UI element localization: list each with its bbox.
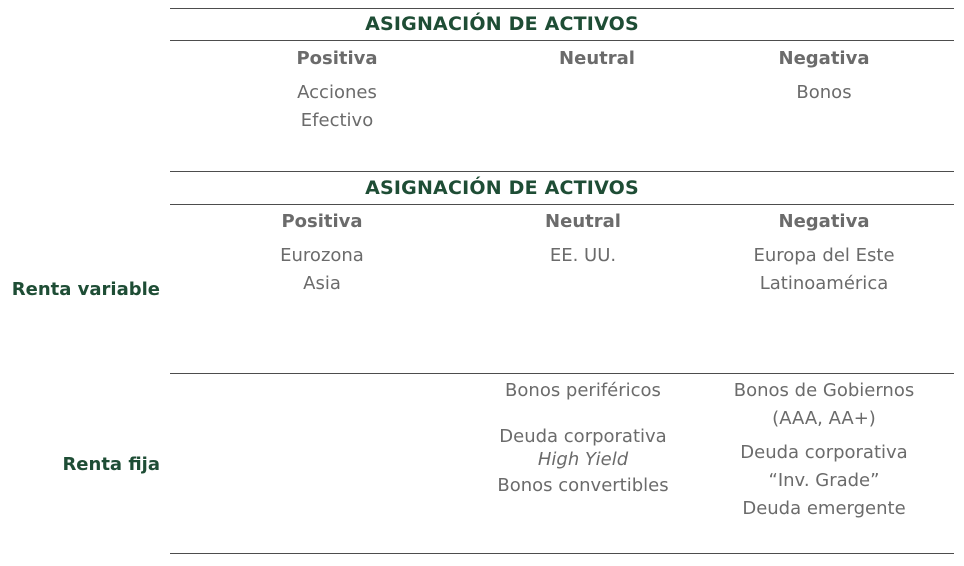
list-item: Eurozona <box>280 245 364 266</box>
section2-header-neutral: Neutral <box>545 211 621 232</box>
section2-header-negative: Negativa <box>778 211 870 232</box>
section2-top-divider <box>170 171 954 172</box>
list-item-sub: “Inv. Grade” <box>768 470 880 491</box>
section1-header-negative: Negativa <box>778 48 870 69</box>
equity-positive-list <box>192 242 452 298</box>
list-item: Bonos <box>796 82 852 103</box>
list-item: Europa del Este <box>753 245 895 266</box>
row-label-fixed-income: Renta fija <box>62 454 160 475</box>
list-item: Efectivo <box>300 110 374 131</box>
list-item-italic: High Yield <box>537 449 629 470</box>
section1-title-divider <box>170 40 954 41</box>
section1-negative-list <box>694 79 954 107</box>
fixed-income-divider <box>170 373 954 374</box>
list-item: EE. UU. <box>549 245 617 266</box>
equity-negative-list <box>694 242 954 298</box>
row-label-equity: Renta variable <box>11 279 160 300</box>
section1-title: ASIGNACIÓN DE ACTIVOS <box>365 13 639 35</box>
section1-positive-list <box>207 79 467 135</box>
section2-header-positive: Positiva <box>281 211 363 232</box>
list-item-sub: (AAA, AA+) <box>772 408 876 429</box>
section1-header-positive: Positiva <box>296 48 378 69</box>
top-divider <box>170 8 954 9</box>
section2-title: ASIGNACIÓN DE ACTIVOS <box>365 177 639 199</box>
section2-title-divider <box>170 204 954 205</box>
list-item: Bonos periféricos <box>505 380 661 401</box>
list-item: Deuda emergente <box>742 498 906 519</box>
list-item: Deuda corporativa <box>499 426 667 447</box>
list-item: Latinoamérica <box>759 273 889 294</box>
fixed-income-negative-list <box>694 377 954 523</box>
list-item: Bonos convertibles <box>497 475 669 496</box>
equity-neutral-list <box>453 242 713 270</box>
list-item: Asia <box>303 273 341 294</box>
fixed-income-neutral-list <box>453 377 713 500</box>
list-item: Bonos de Gobiernos <box>733 380 915 401</box>
list-item: Acciones <box>297 82 377 103</box>
section1-header-neutral: Neutral <box>559 48 635 69</box>
list-item: Deuda corporativa <box>740 442 908 463</box>
bottom-divider <box>170 553 954 554</box>
